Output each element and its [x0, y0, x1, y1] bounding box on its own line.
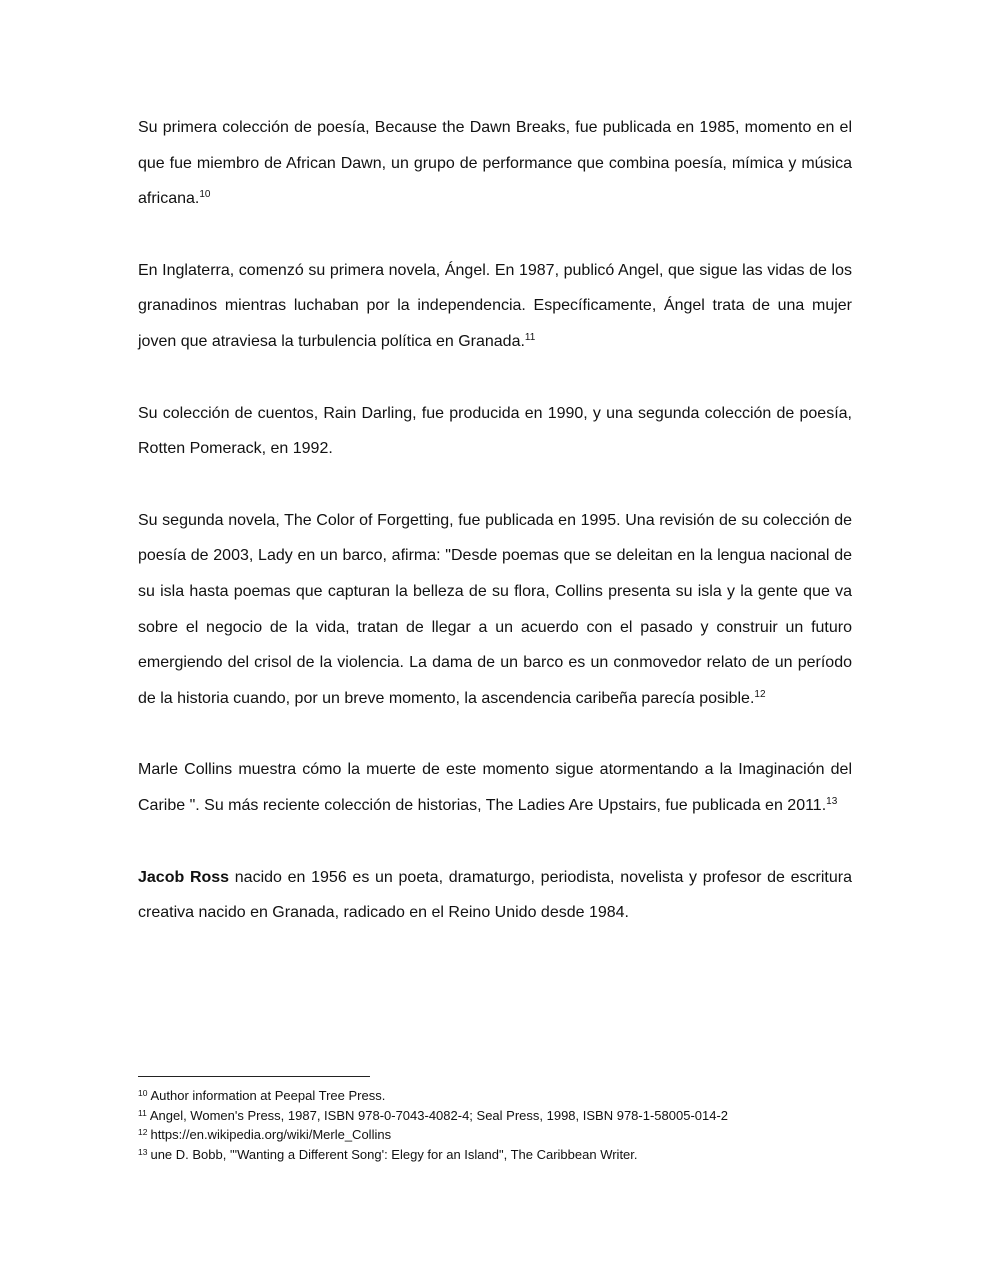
footnote-ref-10[interactable]: 10: [199, 189, 211, 201]
body-text: [138, 110, 852, 967]
paragraph-text: nacido en 1956 es un poeta, dramaturgo, periodista, novelista y profesor de escritura creativa nacido en Granada, radicado en el Reino Unido desde 1984.: [138, 868, 853, 922]
paragraph-text: Su primera colección de poesía, Because the Dawn Breaks, fue publicada en 1985, momento en el que fue miembro de African Dawn, un grupo de performance que combina poesía, mímica y música africana.: [138, 119, 852, 208]
footnote-ref-11[interactable]: 11: [524, 331, 536, 343]
footnote-number: 10: [138, 1088, 148, 1098]
footnote-11: [138, 1106, 898, 1126]
footnotes: [138, 1086, 898, 1164]
footnote-text: Author information at Peepal Tree Press.: [150, 1088, 386, 1103]
paragraph-text: Su colección de cuentos, Rain Darling, fue producida en 1990, y una segunda colección de poesía, Rotten Pomerack, en 1992.: [138, 404, 852, 458]
paragraph-text: Marle Collins muestra cómo la muerte de este momento sigue atormentando a la Imaginación del Caribe ". Su más reciente colección de historias, The Ladies Are Upstairs, fue publicada en 2011.: [138, 761, 852, 814]
paragraph-rain-darling: [138, 396, 852, 467]
footnote-number: 12: [138, 1127, 148, 1138]
author-name: Jacob Ross: [138, 868, 230, 886]
footnote-13: [138, 1145, 898, 1165]
footnote-number: 11: [138, 1107, 147, 1118]
footnote-10: [138, 1086, 898, 1106]
paragraph-dawn-breaks: [138, 110, 852, 217]
footnote-ref-12[interactable]: 12: [754, 688, 766, 700]
paragraph-color-of-forgetting: [138, 503, 852, 717]
footnote-link[interactable]: https://en.wikipedia.org/wiki/Merle_Collins: [150, 1127, 392, 1143]
paragraph-jacob-ross: [138, 860, 852, 931]
paragraph-text: En Inglaterra, comenzó su primera novela, Ángel. En 1987, publicó Angel, que sigue las vidas de los granadinos mientras luchaban por la independencia. Específicamente, Ángel trata de una mujer joven que atraviesa la turbulencia política en Granada.: [138, 261, 852, 350]
footnote-number: 13: [138, 1146, 148, 1157]
footnote-ref-13[interactable]: 13: [826, 795, 838, 807]
footnote-12: [138, 1125, 898, 1145]
paragraph-ladies-upstairs: [138, 752, 852, 823]
paragraph-angel-novel: [138, 253, 852, 360]
footnote-separator: [138, 1076, 370, 1077]
footnote-text: Angel, Women's Press, 1987, ISBN 978-0-7043-4082-4; Seal Press, 1998, ISBN 978-1-58005-014-2: [149, 1107, 729, 1123]
paragraph-text: Su segunda novela, The Color of Forgetting, fue publicada en 1995. Una revisión de su colección de poesía de 2003, Lady en un barco, afirma: "Desde poemas que se deleitan en la lengua nacional de su isla hasta poemas que capturan la belleza de su flora, Collins presenta su isla y la gente que va sobre el negocio de la vida, tratan de llegar a un acuerdo con el pasado y construir un futuro emergiendo del crisol de la violencia. La dama de un barco es un conmovedor relato de un período de la historia cuando, por un breve momento, la ascendencia caribeña parecía posible.: [138, 511, 852, 707]
footnote-text: une D. Bobb, "'Wanting a Different Song': Elegy for an Island", The Caribbean Writer.: [150, 1146, 638, 1162]
